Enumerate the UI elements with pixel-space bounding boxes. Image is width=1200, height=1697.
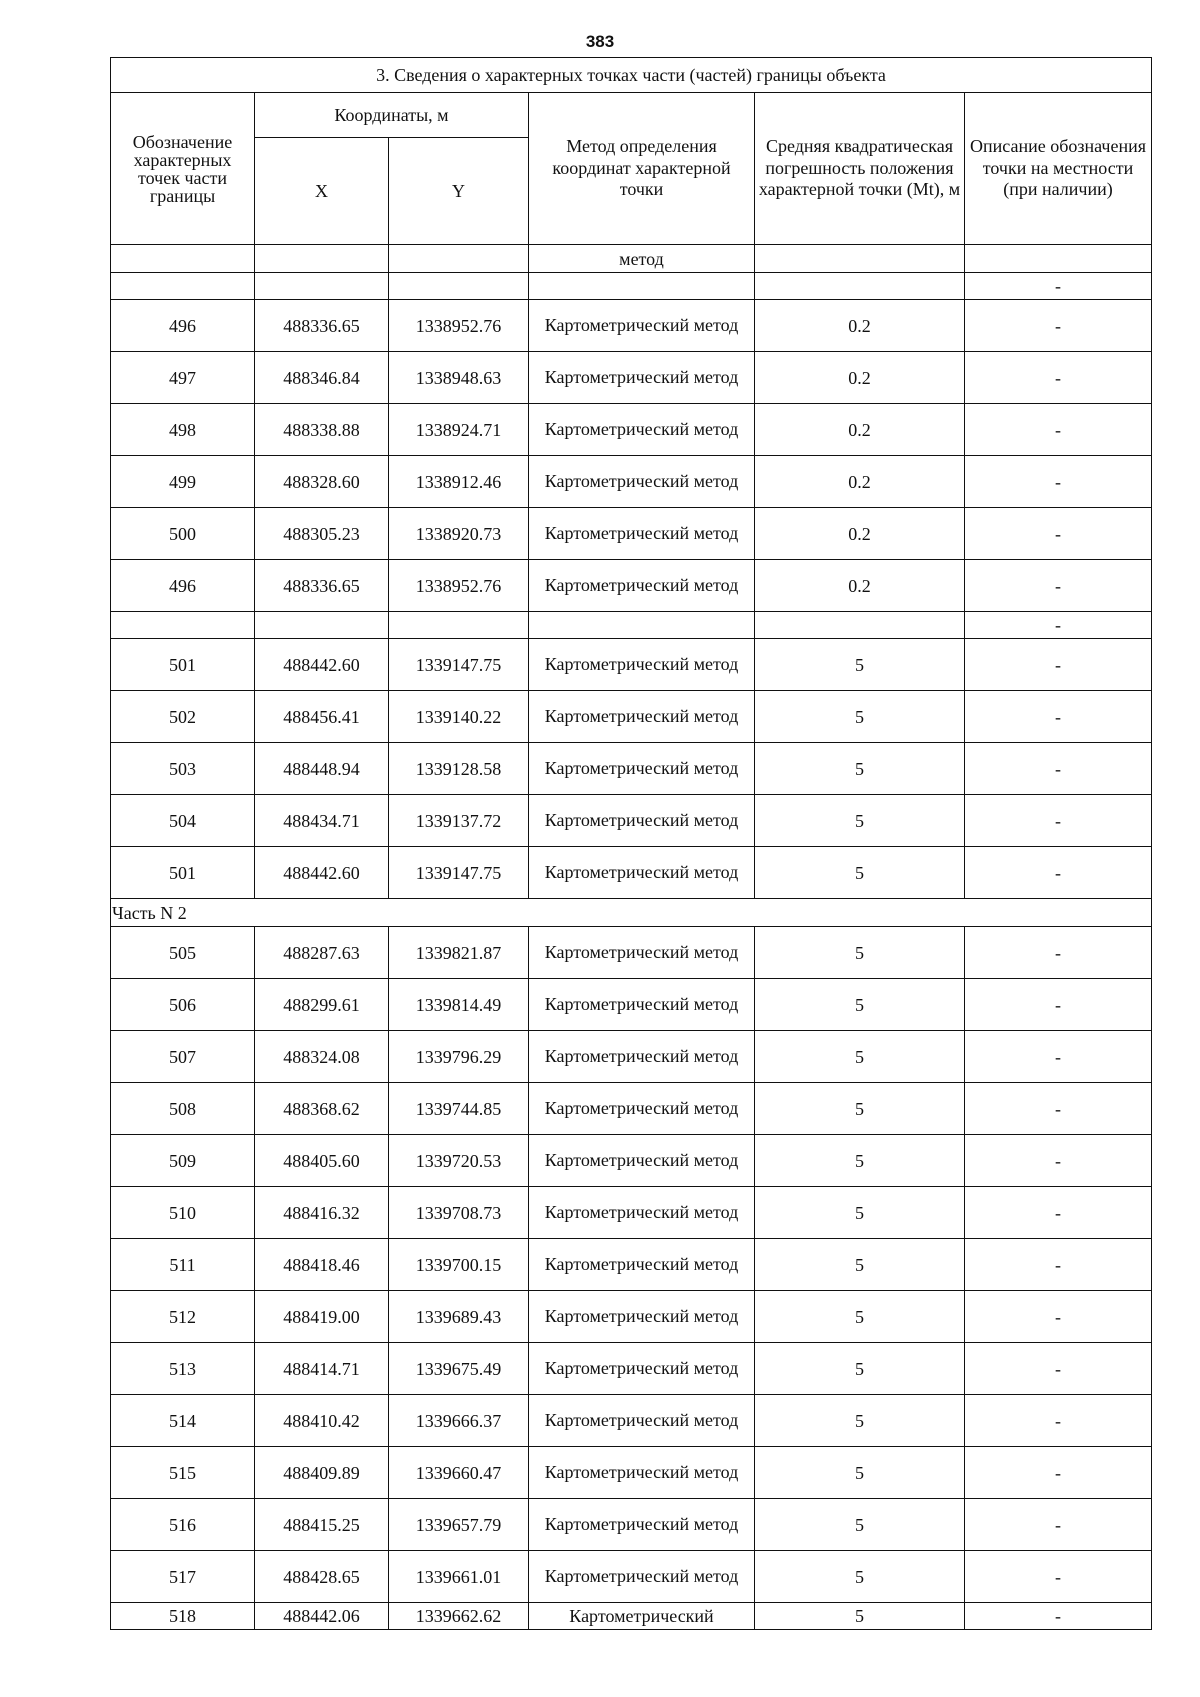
point-id: 505 (111, 927, 255, 979)
coord-x: 488414.71 (255, 1343, 389, 1395)
mt-value: 5 (755, 639, 965, 691)
table-row (111, 1239, 1152, 1291)
point-id: 508 (111, 1083, 255, 1135)
point-id: 506 (111, 979, 255, 1031)
coord-y: 1338948.63 (389, 352, 529, 404)
description: - (965, 352, 1152, 404)
continuation-method: метод (529, 245, 755, 273)
point-id: 510 (111, 1187, 255, 1239)
point-id: 497 (111, 352, 255, 404)
point-id: 501 (111, 639, 255, 691)
header-y: Y (389, 138, 529, 245)
point-id: 498 (111, 404, 255, 456)
table-row (111, 560, 1152, 612)
method: Картометрический метод (529, 1447, 755, 1499)
description: - (965, 1083, 1152, 1135)
description: - (965, 456, 1152, 508)
table-row (111, 1135, 1152, 1187)
coord-x: 488442.60 (255, 847, 389, 899)
coord-y: 1338924.71 (389, 404, 529, 456)
table-row (111, 1083, 1152, 1135)
coord-y: 1339666.37 (389, 1395, 529, 1447)
coord-x: 488338.88 (255, 404, 389, 456)
mt-value: 5 (755, 1239, 965, 1291)
point-id: 512 (111, 1291, 255, 1343)
point-id: 496 (111, 300, 255, 352)
coord-y: 1339708.73 (389, 1187, 529, 1239)
method: Картометрический метод (529, 560, 755, 612)
description: - (965, 1499, 1152, 1551)
coord-x: 488410.42 (255, 1395, 389, 1447)
description: - (965, 1291, 1152, 1343)
coord-y: 1339661.01 (389, 1551, 529, 1603)
coord-x: 488299.61 (255, 979, 389, 1031)
coord-y: 1339128.58 (389, 743, 529, 795)
table-row (111, 1395, 1152, 1447)
mt-value: 5 (755, 795, 965, 847)
mt-value: 5 (755, 979, 965, 1031)
coord-y: 1338920.73 (389, 508, 529, 560)
characteristic-points-table (110, 57, 1152, 1630)
method: Картометрический метод (529, 1083, 755, 1135)
continuation-row (111, 245, 1152, 273)
table-row (111, 847, 1152, 899)
point-id: 500 (111, 508, 255, 560)
coord-y: 1339140.22 (389, 691, 529, 743)
mt-value: 0.2 (755, 456, 965, 508)
method: Картометрический метод (529, 1499, 755, 1551)
method: Картометрический метод (529, 691, 755, 743)
coord-x: 488419.00 (255, 1291, 389, 1343)
coord-y: 1339814.49 (389, 979, 529, 1031)
coord-x: 488336.65 (255, 560, 389, 612)
method: Картометрический метод (529, 847, 755, 899)
point-id: 502 (111, 691, 255, 743)
part-label: Часть N 2 (111, 899, 1152, 927)
separator-desc: - (965, 273, 1152, 300)
description: - (965, 560, 1152, 612)
header-designation: Обозначение характерных точек части границы (111, 93, 255, 245)
description: - (965, 847, 1152, 899)
mt-value: 5 (755, 1499, 965, 1551)
coord-x: 488368.62 (255, 1083, 389, 1135)
coord-x: 488456.41 (255, 691, 389, 743)
point-id: 517 (111, 1551, 255, 1603)
coord-x: 488409.89 (255, 1447, 389, 1499)
coord-y: 1339720.53 (389, 1135, 529, 1187)
description: - (965, 691, 1152, 743)
coord-y: 1339137.72 (389, 795, 529, 847)
table-row (111, 456, 1152, 508)
mt-value: 0.2 (755, 404, 965, 456)
table-row (111, 300, 1152, 352)
description: - (965, 1239, 1152, 1291)
coord-y: 1339660.47 (389, 1447, 529, 1499)
table-row (111, 352, 1152, 404)
coord-y: 1339700.15 (389, 1239, 529, 1291)
description: - (965, 795, 1152, 847)
point-id: 518 (111, 1603, 255, 1630)
mt-value: 5 (755, 847, 965, 899)
point-id: 499 (111, 456, 255, 508)
method: Картометрический метод (529, 1187, 755, 1239)
mt-value: 5 (755, 691, 965, 743)
description: - (965, 1447, 1152, 1499)
mt-value: 0.2 (755, 300, 965, 352)
coord-y: 1338912.46 (389, 456, 529, 508)
method: Картометрический метод (529, 352, 755, 404)
method: Картометрический метод (529, 639, 755, 691)
method: Картометрический метод (529, 300, 755, 352)
coord-x: 488346.84 (255, 352, 389, 404)
table-row (111, 1447, 1152, 1499)
coord-x: 488415.25 (255, 1499, 389, 1551)
table-row (111, 979, 1152, 1031)
table-row (111, 927, 1152, 979)
point-id: 513 (111, 1343, 255, 1395)
mt-value: 5 (755, 1135, 965, 1187)
coord-x: 488336.65 (255, 300, 389, 352)
part-row (111, 899, 1152, 927)
method: Картометрический метод (529, 1031, 755, 1083)
separator-desc: - (965, 612, 1152, 639)
method: Картометрический метод (529, 979, 755, 1031)
description: - (965, 1031, 1152, 1083)
separator-row (111, 273, 1152, 300)
point-id: 501 (111, 847, 255, 899)
point-id: 511 (111, 1239, 255, 1291)
table-row (111, 743, 1152, 795)
coord-y: 1339657.79 (389, 1499, 529, 1551)
table-title: 3. Сведения о характерных точках части (частей) границы объекта (111, 58, 1152, 93)
mt-value: 5 (755, 1343, 965, 1395)
mt-value: 5 (755, 1291, 965, 1343)
method: Картометрический метод (529, 404, 755, 456)
method: Картометрический метод (529, 1135, 755, 1187)
description: - (965, 1551, 1152, 1603)
coord-y: 1339744.85 (389, 1083, 529, 1135)
description: - (965, 1343, 1152, 1395)
table-row (111, 1187, 1152, 1239)
method: Картометрический метод (529, 1395, 755, 1447)
header-description: Описание обозначения точки на местности (при наличии) (965, 93, 1152, 245)
header-coordinates: Координаты, м (255, 93, 529, 138)
method: Картометрический метод (529, 1343, 755, 1395)
description: - (965, 300, 1152, 352)
header-x: X (255, 138, 389, 245)
mt-value: 0.2 (755, 508, 965, 560)
description: - (965, 1395, 1152, 1447)
coord-x: 488324.08 (255, 1031, 389, 1083)
table-row (111, 404, 1152, 456)
table-row (111, 508, 1152, 560)
mt-value: 5 (755, 1187, 965, 1239)
table-row (111, 1291, 1152, 1343)
description: - (965, 508, 1152, 560)
coord-y: 1339675.49 (389, 1343, 529, 1395)
description: - (965, 1135, 1152, 1187)
point-id: 514 (111, 1395, 255, 1447)
table-row (111, 1551, 1152, 1603)
mt-value: 5 (755, 927, 965, 979)
description: - (965, 404, 1152, 456)
coord-y: 1339147.75 (389, 847, 529, 899)
description: - (965, 1187, 1152, 1239)
table-row (111, 1603, 1152, 1630)
method: Картометрический метод (529, 927, 755, 979)
coord-x: 488287.63 (255, 927, 389, 979)
method: Картометрический метод (529, 1239, 755, 1291)
coord-y: 1339689.43 (389, 1291, 529, 1343)
method: Картометрический метод (529, 743, 755, 795)
point-id: 507 (111, 1031, 255, 1083)
method: Картометрический (529, 1603, 755, 1630)
method: Картометрический метод (529, 795, 755, 847)
point-id: 509 (111, 1135, 255, 1187)
coord-x: 488434.71 (255, 795, 389, 847)
coord-x: 488405.60 (255, 1135, 389, 1187)
coord-x: 488428.65 (255, 1551, 389, 1603)
mt-value: 5 (755, 1083, 965, 1135)
mt-value: 5 (755, 1031, 965, 1083)
point-id: 496 (111, 560, 255, 612)
coord-y: 1339796.29 (389, 1031, 529, 1083)
description: - (965, 1603, 1152, 1630)
coord-x: 488416.32 (255, 1187, 389, 1239)
point-id: 515 (111, 1447, 255, 1499)
method: Картометрический метод (529, 508, 755, 560)
mt-value: 0.2 (755, 352, 965, 404)
mt-value: 0.2 (755, 560, 965, 612)
mt-value: 5 (755, 743, 965, 795)
description: - (965, 927, 1152, 979)
coord-x: 488442.60 (255, 639, 389, 691)
mt-value: 5 (755, 1447, 965, 1499)
page-number: 383 (585, 32, 615, 51)
coord-y: 1339147.75 (389, 639, 529, 691)
mt-value: 5 (755, 1395, 965, 1447)
coord-y: 1338952.76 (389, 560, 529, 612)
description: - (965, 639, 1152, 691)
coord-x: 488328.60 (255, 456, 389, 508)
method: Картометрический метод (529, 456, 755, 508)
table-row (111, 1499, 1152, 1551)
coord-x: 488418.46 (255, 1239, 389, 1291)
table-row (111, 639, 1152, 691)
point-id: 503 (111, 743, 255, 795)
mt-value: 5 (755, 1551, 965, 1603)
table-row (111, 691, 1152, 743)
coord-x: 488448.94 (255, 743, 389, 795)
method: Картометрический метод (529, 1551, 755, 1603)
coord-x: 488442.06 (255, 1603, 389, 1630)
description: - (965, 979, 1152, 1031)
coord-y: 1339821.87 (389, 927, 529, 979)
table-row (111, 1343, 1152, 1395)
table-row (111, 795, 1152, 847)
point-id: 516 (111, 1499, 255, 1551)
separator-row (111, 612, 1152, 639)
mt-value: 5 (755, 1603, 965, 1630)
method: Картометрический метод (529, 1291, 755, 1343)
coord-x: 488305.23 (255, 508, 389, 560)
coord-y: 1338952.76 (389, 300, 529, 352)
coord-y: 1339662.62 (389, 1603, 529, 1630)
header-method: Метод определения координат характерной точки (529, 93, 755, 245)
header-mt: Средняя квадратическая погрешность положения характерной точки (Mt), м (755, 93, 965, 245)
point-id: 504 (111, 795, 255, 847)
description: - (965, 743, 1152, 795)
table-row (111, 1031, 1152, 1083)
